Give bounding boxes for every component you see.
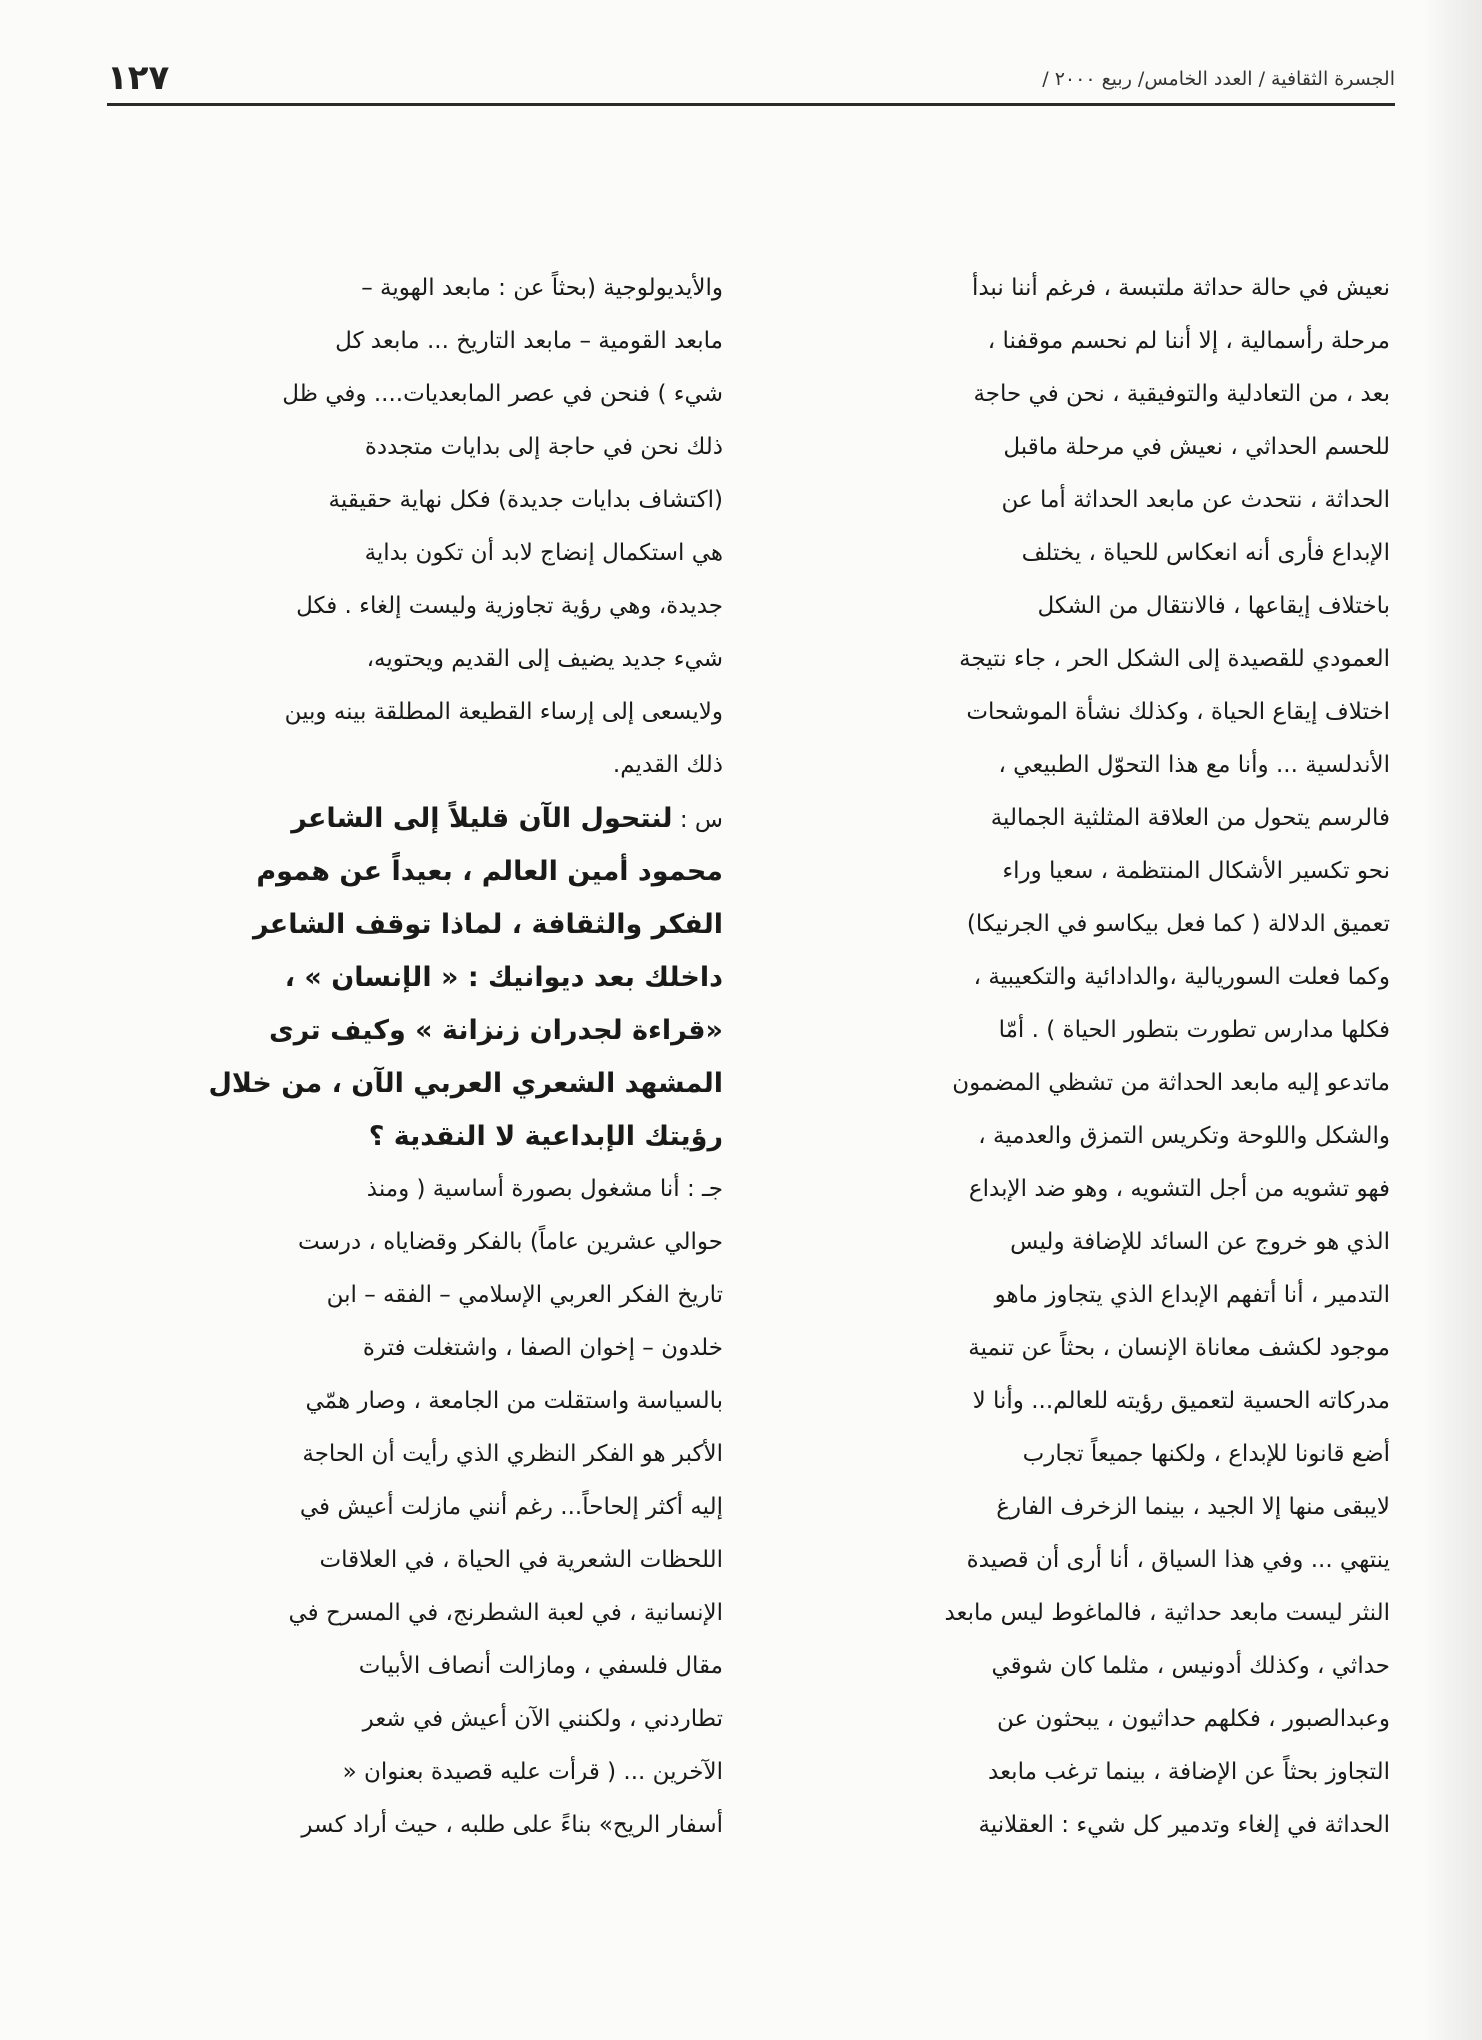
question-line: رؤيتك الإبداعية لا النقدية ؟ (368, 1121, 723, 1152)
question-prefix: س : (672, 807, 723, 833)
text-line: والشكل واللوحة وتكريس التمزق والعدمية ، (978, 1123, 1390, 1149)
page-gutter-shadow (1422, 0, 1482, 2040)
text-line: باختلاف إيقاعها ، فالانتقال من الشكل (1037, 593, 1390, 619)
text-line: موجود لكشف معاناة الإنسان ، بحثاً عن تنمية (968, 1335, 1390, 1361)
text-line: نحو تكسير الأشكال المنتظمة ، سعيا وراء (1002, 858, 1390, 884)
text-line: والأيديولوجية (بحثاً عن : مابعد الهوية – (361, 275, 723, 301)
answer-line: الآخرين ... ( قرأت عليه قصيدة بعنوان « (342, 1759, 723, 1785)
answer-line: اللحظات الشعرية في الحياة ، في العلاقات (319, 1547, 723, 1573)
header-rule (107, 103, 1395, 106)
text-line: الذي هو خروج عن السائد للإضافة وليس (1010, 1229, 1390, 1255)
text-line: الحداثة في إلغاء وتدمير كل شيء : العقلانية (978, 1812, 1390, 1838)
text-line: مرحلة رأسمالية ، إلا أننا لم نحسم موقفنا ، (987, 328, 1390, 354)
text-line: شيء جديد يضيف إلى القديم ويحتويه، (366, 646, 723, 672)
answer-line: جـ : أنا مشغول بصورة أساسية ( ومنذ (366, 1176, 723, 1202)
text-line: فكلها مدارس تطورت بتطور الحياة ) . أمّا (998, 1017, 1390, 1043)
answer-line: خلدون – إخوان الصفا ، واشتغلت فترة (362, 1335, 723, 1361)
text-line: جديدة، وهي رؤية تجاوزية وليست إلغاء . فكل (296, 593, 723, 619)
answer-line: بالسياسة واستقلت من الجامعة ، وصار همّي (305, 1388, 723, 1414)
question-line (123, 792, 723, 845)
running-header (107, 58, 1395, 98)
question-line: «قراءة لجدران زنزانة » وكيف ترى (269, 1015, 723, 1046)
text-line: التجاوز بحثاً عن الإضافة ، بينما ترغب مابعد (988, 1759, 1390, 1785)
text-line: الأندلسية ... وأنا مع هذا التحوّل الطبيعي ، (998, 752, 1390, 778)
text-line: الإبداع فأرى أنه انعكاس للحياة ، يختلف (1021, 540, 1390, 566)
question-line: داخلك بعد ديوانيك : « الإنسان » ، (284, 962, 723, 993)
text-line: العمودي للقصيدة إلى الشكل الحر ، جاء نتيجة (959, 646, 1390, 672)
text-line: النثر ليست مابعد حداثية ، فالماغوط ليس مابعد (944, 1600, 1390, 1626)
page-number: ١٢٧ (107, 58, 170, 98)
text-line: مدركاته الحسية لتعميق رؤيته للعالم... وأنا لا (972, 1388, 1390, 1414)
text-line: تعميق الدلالة ( كما فعل بيكاسو في الجرنيكا) (966, 911, 1390, 937)
text-line: فهو تشويه من أجل التشويه ، وهو ضد الإبداع (968, 1176, 1390, 1202)
right-column (790, 262, 1390, 1852)
answer-line: الأكبر هو الفكر النظري الذي رأيت أن الحاجة (302, 1441, 723, 1467)
question-line: المشهد الشعري العربي الآن ، من خلال (208, 1068, 723, 1099)
text-line: (اكتشاف بدايات جديدة) فكل نهاية حقيقية (328, 487, 723, 513)
text-line: وعبدالصبور ، فكلهم حداثيون ، يبحثون عن (997, 1706, 1390, 1732)
text-line: أضع قانونا للإبداع ، ولكنها جميعاً تجارب (1022, 1441, 1390, 1467)
text-line: ينتهي ... وفي هذا السياق ، أنا أرى أن قصيدة (966, 1547, 1390, 1573)
answer-line: الإنسانية ، في لعبة الشطرنج، في المسرح في (288, 1600, 723, 1626)
answer-line: إليه أكثر إلحاحاً... رغم أنني مازلت أعيش في (299, 1494, 723, 1520)
answer-line: حوالي عشرين عاماً) بالفكر وقضاياه ، درست (298, 1229, 723, 1255)
text-line: اختلاف إيقاع الحياة ، وكذلك نشأة الموشحات (966, 699, 1390, 725)
text-line: لايبقى منها إلا الجيد ، بينما الزخرف الفارغ (996, 1494, 1390, 1520)
text-line: هي استكمال إنضاج لابد أن تكون بداية (364, 540, 723, 566)
text-line: بعد ، من التعادلية والتوفيقية ، نحن في حاجة (973, 381, 1390, 407)
text-line: الحداثة ، نتحدث عن مابعد الحداثة أما عن (1001, 487, 1390, 513)
question-text: لنتحول الآن قليلاً إلى الشاعر (291, 803, 673, 834)
text-line: للحسم الحداثي ، نعيش في مرحلة ماقبل (1003, 434, 1390, 460)
text-line: ذلك القديم. (612, 752, 723, 778)
question-line: محمود أمين العالم ، بعيداً عن هموم (256, 856, 723, 887)
text-line: حداثي ، وكذلك أدونيس ، مثلما كان شوقي (991, 1653, 1390, 1679)
text-line: ماتدعو إليه مابعد الحداثة من تشظي المضمون (952, 1070, 1390, 1096)
answer-line: تاريخ الفكر العربي الإسلامي – الفقه – ابن (326, 1282, 723, 1308)
text-line: فالرسم يتحول من العلاقة المثلثية الجمالية (990, 805, 1390, 831)
text-line: ولايسعى إلى إرساء القطيعة المطلقة بينه وبين (284, 699, 723, 725)
text-line: التدمير ، أنا أتفهم الإبداع الذي يتجاوز ماهو (994, 1282, 1390, 1308)
answer-line: أسفار الريح» بناءً على طلبه ، حيث أراد كسر (301, 1812, 723, 1838)
text-line: وكما فعلت السوريالية ،والدادائية والتكعيبية ، (973, 964, 1390, 990)
question-line: الفكر والثقافة ، لماذا توقف الشاعر (252, 909, 723, 940)
text-line: نعيش في حالة حداثة ملتبسة ، فرغم أننا نبدأ (971, 275, 1390, 301)
text-line: شيء ) فنحن في عصر المابعديات.... وفي ظل (282, 381, 723, 407)
text-line: ذلك نحن في حاجة إلى بدايات متجددة (364, 434, 723, 460)
header-title: الجسرة الثقافية / العدد الخامس/ ربيع ٢٠٠٠ / (1042, 68, 1395, 90)
left-column (123, 262, 723, 1852)
text-line: مابعد القومية – مابعد التاريخ ... مابعد كل (335, 328, 723, 354)
answer-line: تطاردني ، ولكنني الآن أعيش في شعر (362, 1706, 723, 1732)
answer-line: مقال فلسفي ، ومازالت أنصاف الأبيات (358, 1653, 723, 1679)
